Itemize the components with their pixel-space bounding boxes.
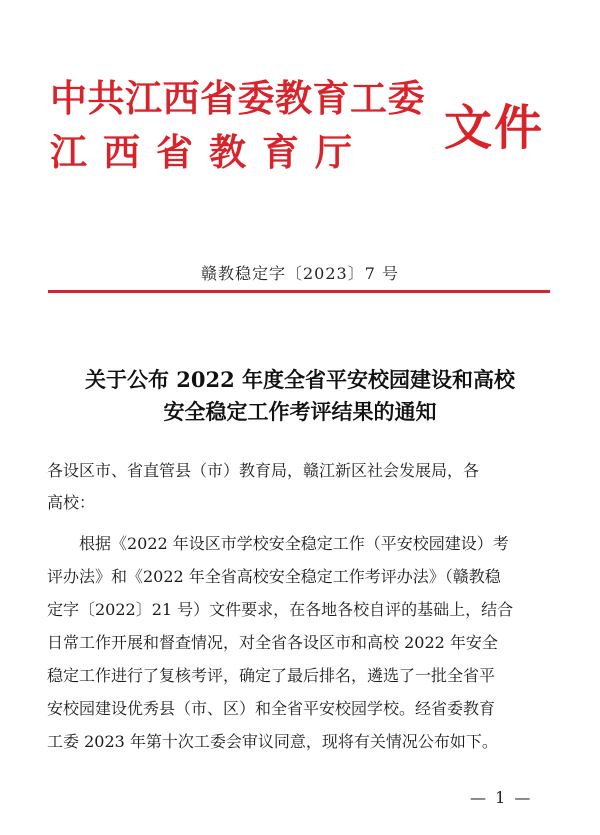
body-paragraph-line: 根据《2022 年设区市学校安全稳定工作（平安校园建设）考: [79, 534, 509, 553]
page-number: — 1 —: [470, 788, 533, 807]
red-divider-rule: [48, 290, 550, 293]
body-paragraph-line: 日常工作开展和督查情况，对全省各设区市和高校 2022 年安全: [47, 633, 498, 652]
document-type: 文件: [444, 100, 545, 156]
body-paragraph-line: 稳定工作进行了复核考评，确定了最后排名，遴选了一批全省平: [47, 666, 496, 685]
body-paragraph-line: 安校园建设优秀县（市、区）和全省平安校园学校。经省委教育: [47, 699, 496, 718]
issuer-line-2: 江西省教育厅: [50, 130, 368, 174]
body-paragraph-line: 定字〔2022〕21 号）文件要求，在各地各校自评的基础上，结合: [47, 600, 514, 619]
addressee-line-1: 各设区市、省直管县（市）教育局，赣江新区社会发展局，各: [47, 461, 480, 480]
body-paragraph-line: 工委 2023 年第十次工委会审议同意，现将有关情况公布如下。: [47, 732, 498, 751]
issuer-line-1: 中共江西省委教育工委: [50, 76, 425, 120]
document-title-line-2: 安全稳定工作考评结果的通知: [163, 399, 437, 424]
document-number: 赣教稳定字〔2023〕7 号: [201, 264, 399, 283]
body-paragraph-line: 评办法》和《2022 年全省高校安全稳定工作考评办法》（赣教稳: [47, 567, 501, 586]
document-title-line-1: 关于公布 2022 年度全省平安校园建设和高校: [84, 367, 516, 392]
addressee-line-2: 高校：: [47, 493, 96, 512]
